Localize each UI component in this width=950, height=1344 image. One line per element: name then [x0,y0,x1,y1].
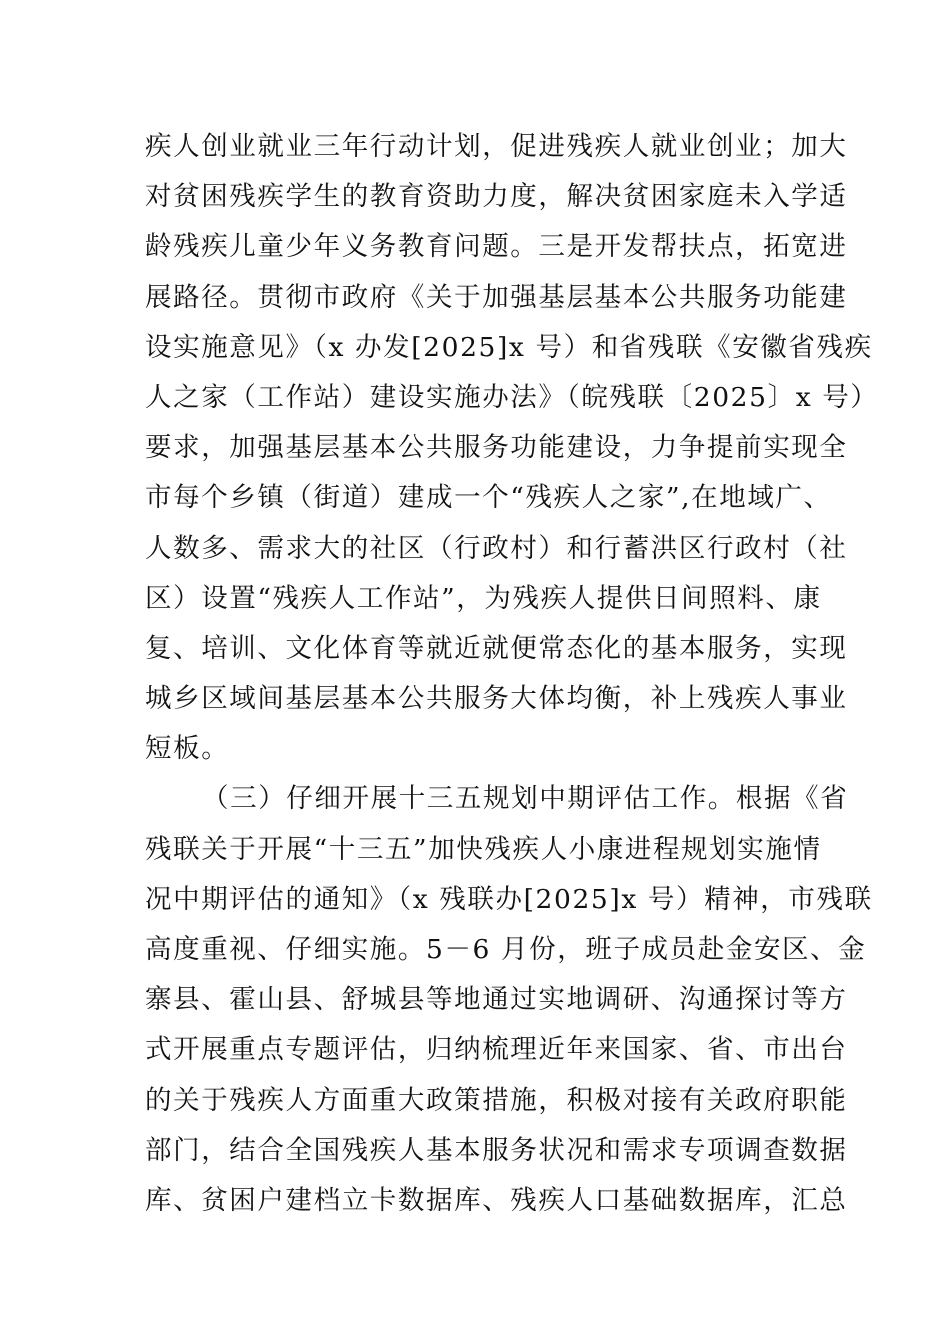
text-line: 对贫困残疾学生的教育资助力度，解决贫困家庭未入学适 [145,181,848,213]
text-line: 部门，结合全国残疾人基本服务状况和需求专项调查数据 [145,1134,848,1166]
text-line: 库、贫困户建档立卡数据库、残疾人口基础数据库，汇总 [145,1184,848,1216]
text-line: 要求，加强基层基本公共服务功能建设，力争提前实现全 [145,432,848,464]
text-line: 复、培训、文化体育等就近就便常态化的基本服务，实现 [145,632,848,664]
text-line: 式开展重点专题评估，归纳梳理近年来国家、省、市出台 [145,1034,848,1066]
text-line: （三）仔细开展十三五规划中期评估工作。根据《省 [202,783,849,815]
paragraph-1 [145,122,879,774]
text-line: 设实施意见》（x 办发[2025]x 号）和省残联《安徽省残疾 [145,331,873,363]
text-line: 区）设置“残疾人工作站”，为残疾人提供日间照料、康 [145,582,822,614]
text-line: 展路径。贯彻市政府《关于加强基层基本公共服务功能建 [145,281,848,313]
text-line: 城乡区域间基层基本公共服务大体均衡，补上残疾人事业 [145,683,848,715]
text-line: 市每个乡镇（街道）建成一个“残疾人之家”,在地域广、 [145,482,832,514]
text-line: 疾人创业就业三年行动计划，促进残疾人就业创业；加大 [145,131,848,162]
text-line: 龄残疾儿童少年义务教育问题。三是开发帮扶点，拓宽进 [145,231,848,263]
document-body [145,122,879,1226]
text-line: 残联关于开展“十三五”加快残疾人小康进程规划实施情 [145,833,822,865]
text-line: 况中期评估的通知》（x 残联办[2025]x 号）精神，市残联 [145,883,873,915]
text-line: 人数多、需求大的社区（行政村）和行蓄洪区行政村（社 [145,532,848,564]
text-line: 寨县、霍山县、舒城县等地通过实地调研、沟通探讨等方 [145,984,848,1016]
text-line: 高度重视、仔细实施。5－6 月份，班子成员赴金安区、金 [145,934,867,965]
text-line: 的关于残疾人方面重大政策措施，积极对接有关政府职能 [145,1084,848,1116]
paragraph-2 [145,774,873,1226]
text-line: 短板。 [145,733,230,765]
text-line: 人之家（工作站）建设实施办法》（皖残联〔2025〕x 号） [145,381,879,413]
